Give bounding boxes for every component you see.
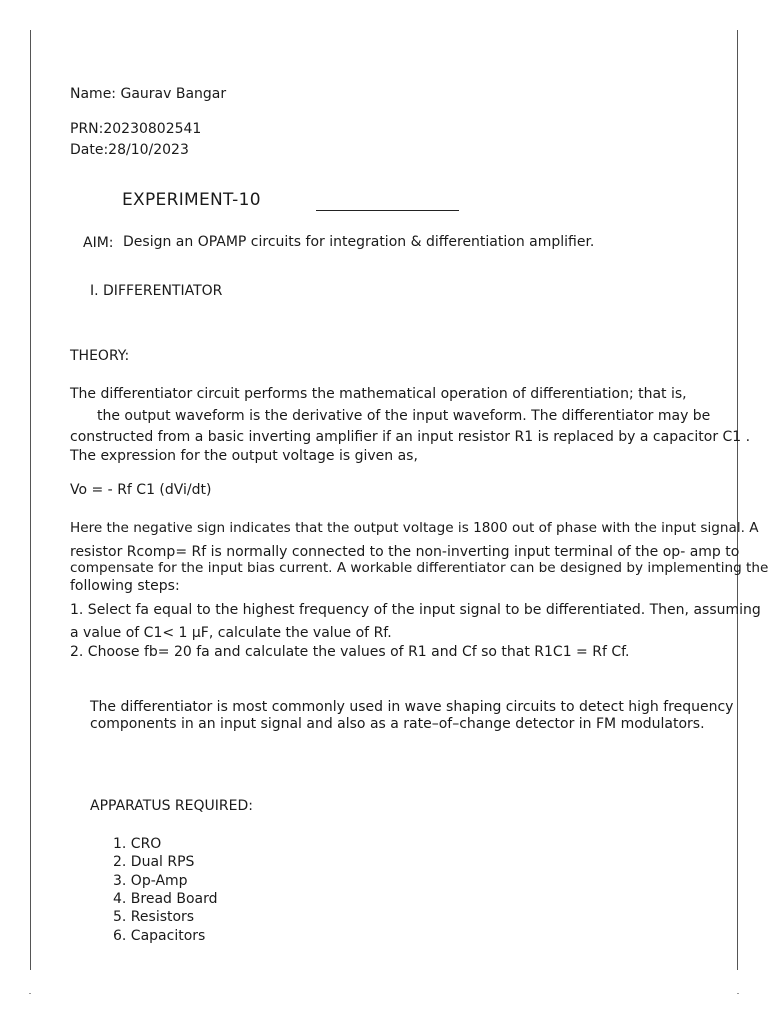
theory-paragraph-2-line-4: following steps: [70, 578, 180, 594]
theory-paragraph-2-line-2: resistor Rcomp= Rf is normally connected to the non-inverting input terminal of the op- amp to [70, 544, 740, 560]
apparatus-item: 1. CRO [113, 836, 162, 852]
experiment-title: EXPERIMENT-10 [122, 190, 261, 210]
corner-mark-right [737, 993, 739, 994]
theory-paragraph-1-line-1: The differentiator circuit performs the mathematical operation of differentiation; that is, [70, 386, 687, 402]
apparatus-item: 5. Resistors [113, 909, 195, 925]
design-step-1-line-2: a value of C1< 1 μF, calculate the value of Rf. [70, 625, 392, 641]
left-margin-rule [30, 30, 31, 970]
section-heading: I. DIFFERENTIATOR [90, 283, 223, 299]
theory-paragraph-3-line-2: components in an input signal and also as a rate–of–change detector in FM modulators. [90, 716, 705, 732]
document-date: Date:28/10/2023 [70, 142, 189, 158]
aim-text: Design an OPAMP circuits for integration & differentiation amplifier. [123, 234, 595, 250]
theory-paragraph-2-line-1: Here the negative sign indicates that the output voltage is 1800 out of phase with the input signal. A [70, 520, 759, 536]
student-prn: PRN:20230802541 [70, 121, 202, 137]
apparatus-item: 3. Op-Amp [113, 873, 188, 889]
title-underline [316, 210, 459, 211]
student-name: Name: Gaurav Bangar [70, 86, 227, 102]
corner-mark-left [29, 993, 31, 994]
apparatus-item: 2. Dual RPS [113, 854, 195, 870]
output-voltage-formula: Vo = - Rf C1 (dVi/dt) [70, 482, 212, 498]
theory-heading: THEORY: [70, 348, 130, 364]
theory-paragraph-1-line-4: The expression for the output voltage is given as, [70, 448, 418, 464]
design-step-2: 2. Choose fb= 20 fa and calculate the values of R1 and Cf so that R1C1 = Rf Cf. [70, 644, 630, 660]
apparatus-item: 6. Capacitors [113, 928, 206, 944]
design-step-1-line-1: 1. Select fa equal to the highest frequency of the input signal to be differentiated. Then, assuming [70, 602, 761, 618]
theory-paragraph-1-line-2: the output waveform is the derivative of the input waveform. The differentiator may be [97, 408, 711, 424]
theory-paragraph-3-line-1: The differentiator is most commonly used in wave shaping circuits to detect high frequency [90, 699, 734, 715]
apparatus-heading: APPARATUS REQUIRED: [90, 798, 253, 814]
aim-label: AIM: [83, 235, 114, 251]
right-margin-rule [737, 30, 738, 970]
theory-paragraph-2-line-3: compensate for the input bias current. A workable differentiator can be designed by implementing the [70, 560, 768, 576]
theory-paragraph-1-line-3: constructed from a basic inverting amplifier if an input resistor R1 is replaced by a capacitor C1 . [70, 429, 751, 445]
apparatus-item: 4. Bread Board [113, 891, 218, 907]
